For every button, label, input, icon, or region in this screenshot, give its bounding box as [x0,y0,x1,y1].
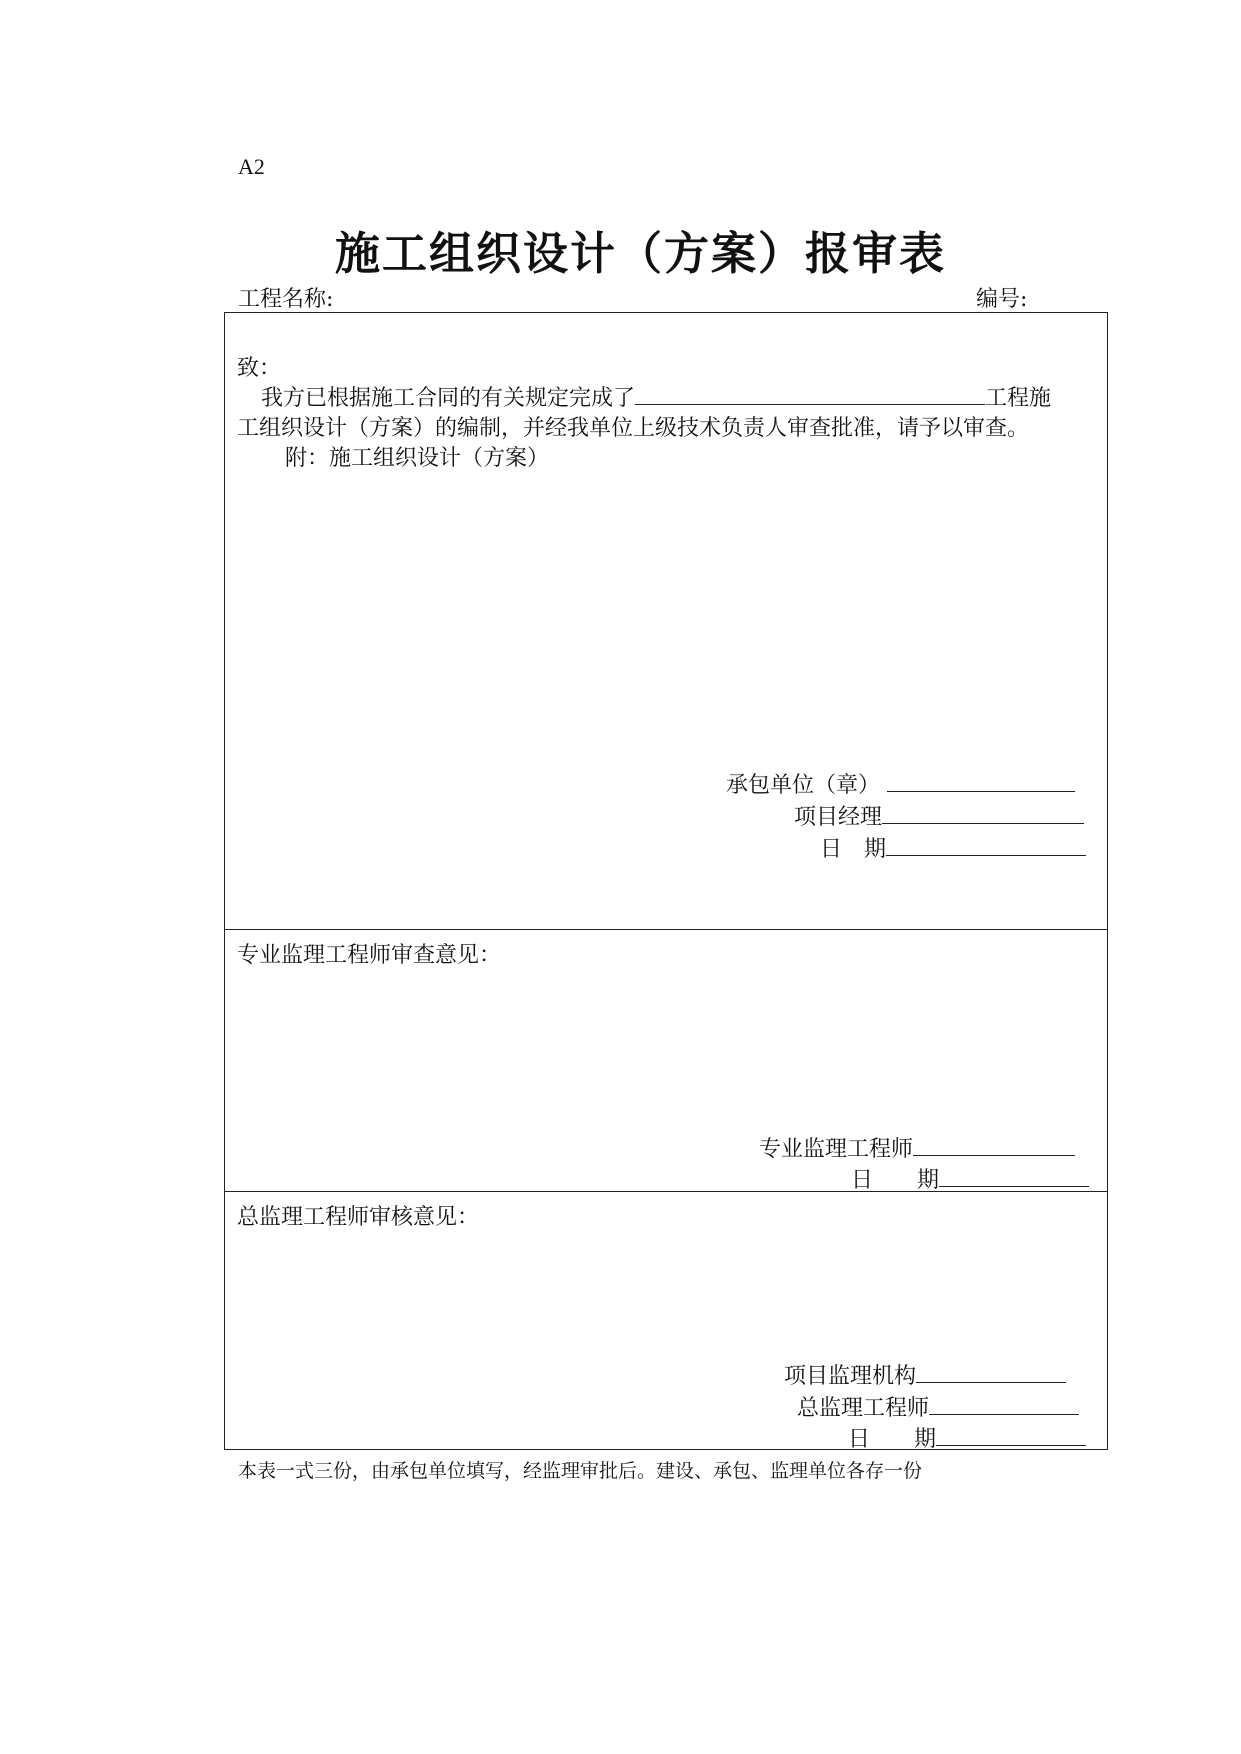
specialist-date-row [851,1163,1089,1194]
contractor-unit-blank[interactable] [887,771,1075,792]
specialist-signer-label: 专业监理工程师 [759,1137,914,1162]
specialist-date-blank[interactable] [939,1166,1089,1187]
contractor-section [225,313,1107,930]
project-manager-blank[interactable] [882,803,1084,824]
chief-date-label: 日 期 [848,1427,937,1452]
submission-line-1-prefix: 我方已根据施工合同的有关规定完成了 [261,386,636,411]
form-code: A2 [238,154,265,179]
project-manager-row [794,800,1084,831]
specialist-signer-row [759,1132,1075,1163]
contractor-unit-row [726,768,1075,799]
addressee-label: 致： [237,356,282,381]
copies-footnote: 本表一式三份，由承包单位填写，经监理审批后。建设、承包、监理单位各存一份 [238,1460,923,1482]
chief-signer-label: 总监理工程师 [797,1396,930,1421]
project-name-blank[interactable] [635,384,985,405]
chief-signer-row [797,1391,1079,1422]
submission-line-1-suffix: 工程施 [985,386,1052,411]
submission-line-1 [261,381,1051,412]
specialist-review-section [225,930,1107,1192]
chief-review-section [225,1192,1107,1452]
chief-date-row [848,1422,1086,1453]
serial-number-label: 编号: [976,287,1028,312]
review-form-table [224,312,1108,1450]
contractor-unit-label: 承包单位（章） [726,773,881,798]
supervision-org-label: 项目监理机构 [784,1364,917,1389]
chief-review-heading: 总监理工程师审核意见： [237,1205,480,1230]
specialist-signer-blank[interactable] [913,1135,1075,1156]
chief-signer-blank[interactable] [929,1394,1079,1415]
supervision-org-row [784,1359,1066,1390]
chief-date-blank[interactable] [936,1425,1086,1446]
attachment-note: 附：施工组织设计（方案） [285,446,550,471]
project-name-label: 工程名称: [238,287,334,312]
supervision-org-blank[interactable] [916,1362,1066,1383]
specialist-date-label: 日 期 [851,1168,940,1193]
page-title: 施工组织设计（方案）报审表 [334,227,946,280]
specialist-review-heading: 专业监理工程师审查意见： [237,943,502,968]
contractor-date-row [820,832,1086,863]
contractor-date-blank[interactable] [886,835,1086,856]
submission-line-2: 工组织设计（方案）的编制，并经我单位上级技术负责人审查批准，请予以审查。 [237,416,1030,441]
project-manager-label: 项目经理 [794,805,883,830]
contractor-date-label: 日 期 [820,837,887,862]
